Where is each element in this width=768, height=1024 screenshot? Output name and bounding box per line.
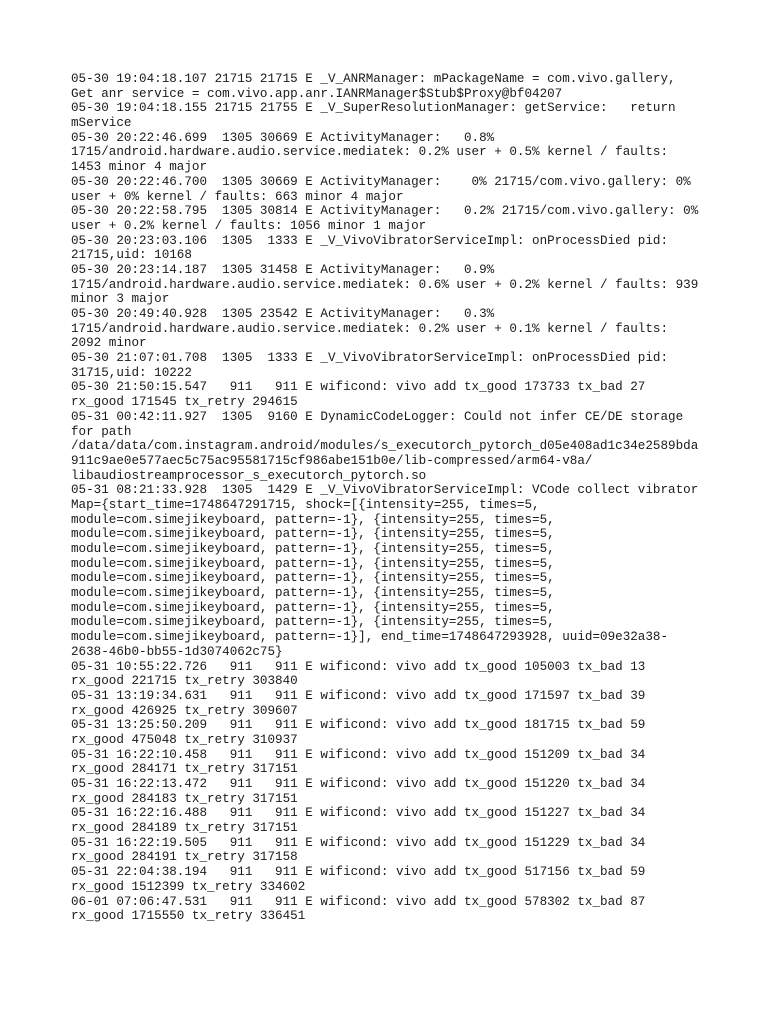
log-line: rx_good 1715550 tx_retry 336451 bbox=[71, 909, 306, 924]
log-line: rx_good 475048 tx_retry 310937 bbox=[71, 732, 298, 747]
log-line: module=com.simejikeyboard, pattern=-1}, {intensity=255, times=5, bbox=[71, 586, 555, 601]
log-line: module=com.simejikeyboard, pattern=-1}, {intensity=255, times=5, bbox=[71, 527, 555, 542]
log-line: mService bbox=[71, 116, 132, 131]
log-line: module=com.simejikeyboard, pattern=-1}, {intensity=255, times=5, bbox=[71, 556, 555, 571]
log-line: module=com.simejikeyboard, pattern=-1}, {intensity=255, times=5, bbox=[71, 512, 555, 527]
log-line: 05-31 13:19:34.631 911 911 E wificond: vivo add tx_good 171597 tx_bad 39 bbox=[71, 688, 646, 703]
log-line: user + 0% kernel / faults: 663 minor 4 major bbox=[71, 189, 404, 204]
log-line: 05-31 16:22:13.472 911 911 E wificond: vivo add tx_good 151220 tx_bad 34 bbox=[71, 777, 646, 791]
log-line: 05-31 08:21:33.928 1305 1429 E _V_VivoVibratorServiceImpl: VCode collect vibrator bbox=[71, 483, 699, 498]
log-line: 05-30 20:23:03.106 1305 1333 E _V_VivoVibratorServiceImpl: onProcessDied pid: bbox=[71, 233, 669, 248]
log-line: for path bbox=[71, 424, 132, 439]
log-line: 31715,uid: 10222 bbox=[71, 365, 192, 380]
log-line: 2092 minor bbox=[71, 336, 147, 351]
log-line: 05-30 21:07:01.708 1305 1333 E _V_VivoVibratorServiceImpl: onProcessDied pid: bbox=[71, 351, 669, 366]
log-line: rx_good 221715 tx_retry 303840 bbox=[71, 674, 298, 689]
log-line: libaudiostreamprocessor_s_executorch_pytorch.so bbox=[71, 468, 427, 483]
log-line: 06-01 07:06:47.531 911 911 E wificond: vivo add tx_good 578302 tx_bad 87 bbox=[71, 894, 646, 909]
log-line: 1715/android.hardware.audio.service.mediatek: 0.2% user + 0.1% kernel / faults: bbox=[71, 321, 669, 336]
log-line: 05-30 21:50:15.547 911 911 E wificond: vivo add tx_good 173733 tx_bad 27 bbox=[71, 380, 646, 395]
log-line: 05-30 20:23:14.187 1305 31458 E ActivityManager: 0.9% bbox=[71, 262, 495, 277]
log-line: 05-31 22:04:38.194 911 911 E wificond: vivo add tx_good 517156 tx_bad 59 bbox=[71, 865, 646, 880]
log-line: 05-30 19:04:18.107 21715 21715 E _V_ANRManager: mPackageName = com.vivo.gallery, bbox=[71, 72, 676, 86]
log-text-block bbox=[71, 72, 711, 924]
log-line: 05-31 16:22:16.488 911 911 E wificond: vivo add tx_good 151227 tx_bad 34 bbox=[71, 806, 646, 821]
log-line: 1715/android.hardware.audio.service.mediatek: 0.2% user + 0.5% kernel / faults: bbox=[71, 145, 669, 160]
log-line: minor 3 major bbox=[71, 292, 170, 307]
log-line: 05-30 20:22:58.795 1305 30814 E ActivityManager: 0.2% 21715/com.vivo.gallery: 0% bbox=[71, 204, 699, 219]
log-line: rx_good 426925 tx_retry 309607 bbox=[71, 703, 298, 718]
log-line: module=com.simejikeyboard, pattern=-1}], end_time=1748647293928, uuid=09e32a38- bbox=[71, 630, 669, 645]
log-line: 21715,uid: 10168 bbox=[71, 248, 192, 263]
log-line: 911c9ae0e577aec5c75ac95581715cf986abe151b0e/lib-compressed/arm64-v8a/ bbox=[71, 453, 593, 468]
log-line: rx_good 284183 tx_retry 317151 bbox=[71, 791, 298, 806]
log-line: 05-30 19:04:18.155 21715 21755 E _V_SuperResolutionManager: getService: return bbox=[71, 101, 676, 116]
log-line: module=com.simejikeyboard, pattern=-1}, {intensity=255, times=5, bbox=[71, 615, 555, 630]
log-line: rx_good 284189 tx_retry 317151 bbox=[71, 821, 298, 836]
log-line: rx_good 171545 tx_retry 294615 bbox=[71, 395, 298, 410]
log-line: 05-31 13:25:50.209 911 911 E wificond: vivo add tx_good 181715 tx_bad 59 bbox=[71, 718, 646, 733]
log-line: Map={start_time=1748647291715, shock=[{intensity=255, times=5, bbox=[71, 497, 540, 512]
log-line: /data/data/com.instagram.android/modules/s_executorch_pytorch_d05e408ad1c34e2589bda bbox=[71, 439, 699, 454]
log-line: 1453 minor 4 major bbox=[71, 160, 208, 175]
log-line: Get anr service = com.vivo.app.anr.IANRManager$Stub$Proxy@bf04207 bbox=[71, 86, 563, 101]
log-line: 05-31 10:55:22.726 911 911 E wificond: vivo add tx_good 105003 tx_bad 13 bbox=[71, 659, 646, 674]
log-line: 1715/android.hardware.audio.service.mediatek: 0.6% user + 0.2% kernel / faults: 939 bbox=[71, 277, 699, 292]
log-line: module=com.simejikeyboard, pattern=-1}, {intensity=255, times=5, bbox=[71, 600, 555, 615]
log-line: rx_good 284171 tx_retry 317151 bbox=[71, 762, 298, 777]
log-line: user + 0.2% kernel / faults: 1056 minor 1 major bbox=[71, 218, 427, 233]
log-line: 05-30 20:49:40.928 1305 23542 E ActivityManager: 0.3% bbox=[71, 307, 495, 321]
log-line: rx_good 284191 tx_retry 317158 bbox=[71, 850, 298, 865]
log-line: rx_good 1512399 tx_retry 334602 bbox=[71, 879, 306, 894]
log-line: 05-31 16:22:19.505 911 911 E wificond: vivo add tx_good 151229 tx_bad 34 bbox=[71, 835, 646, 850]
log-line: 05-31 00:42:11.927 1305 9160 E DynamicCodeLogger: Could not infer CE/DE storage bbox=[71, 409, 684, 424]
log-line: 05-30 20:22:46.699 1305 30669 E ActivityManager: 0.8% bbox=[71, 130, 495, 145]
log-line: 2638-46b0-bb55-1d3074062c75} bbox=[71, 644, 283, 659]
log-line: module=com.simejikeyboard, pattern=-1}, {intensity=255, times=5, bbox=[71, 571, 555, 586]
log-line: 05-31 16:22:10.458 911 911 E wificond: vivo add tx_good 151209 tx_bad 34 bbox=[71, 747, 646, 762]
log-line: 05-30 20:22:46.700 1305 30669 E ActivityManager: 0% 21715/com.vivo.gallery: 0% bbox=[71, 174, 691, 189]
log-line: module=com.simejikeyboard, pattern=-1}, {intensity=255, times=5, bbox=[71, 542, 555, 556]
